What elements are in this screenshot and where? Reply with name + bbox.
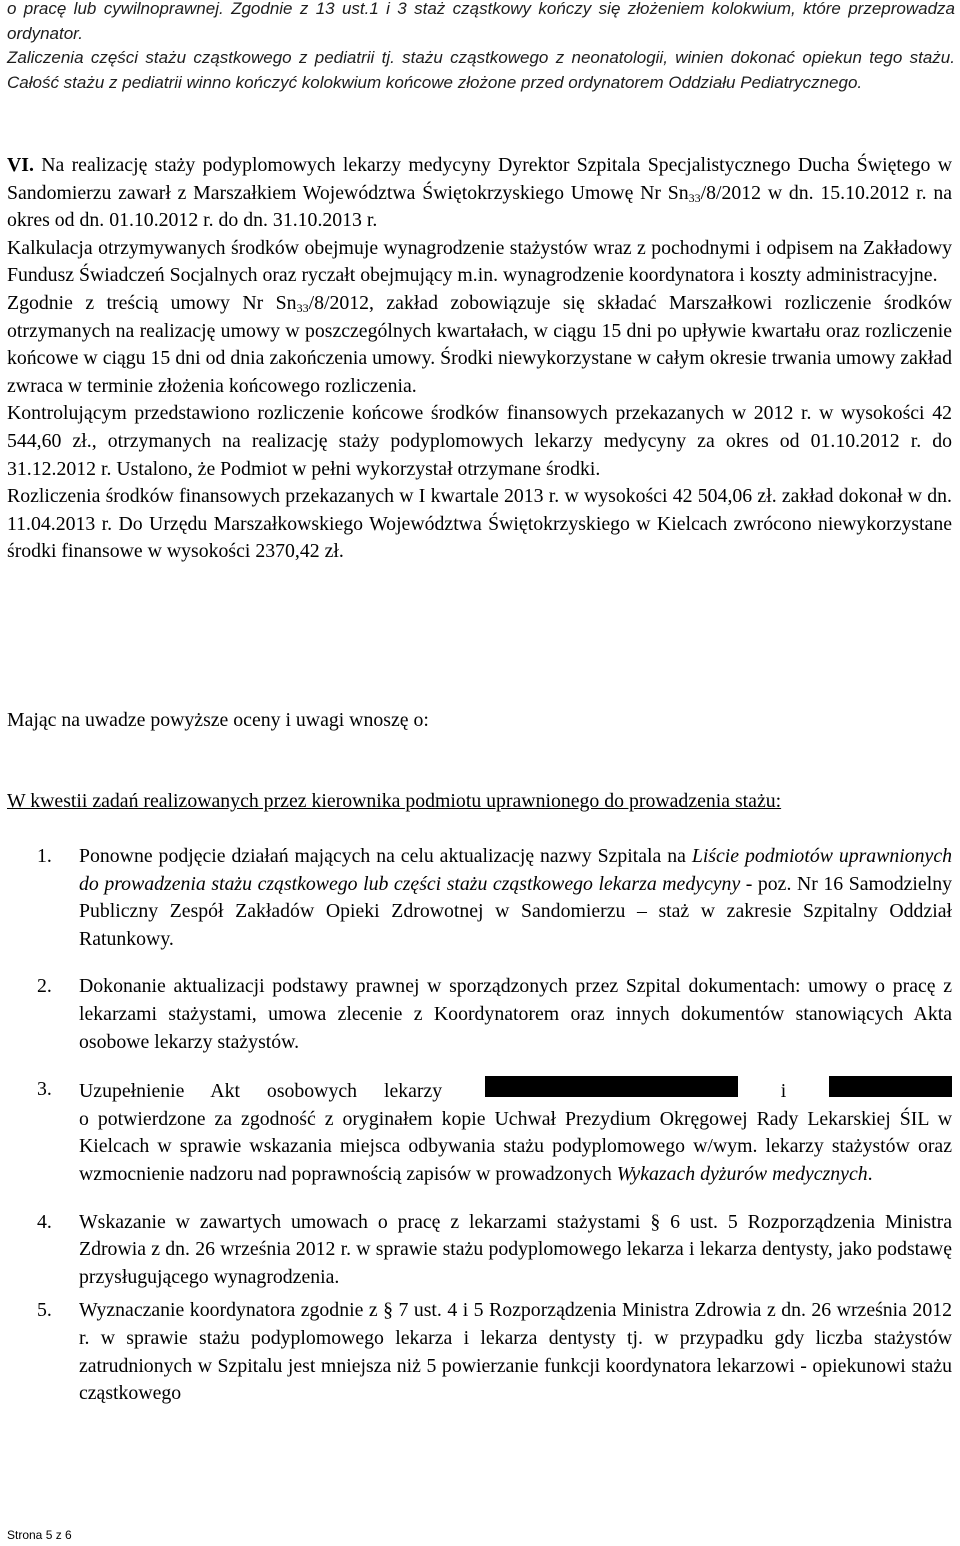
list-item: 1. Ponowne podjęcie działań mających na celu aktualizację nazwy Szpitala na Liście podmiotów uprawnionych do prowadzenia stażu cząstkowego lub części stażu cząstkowego lekarza medycyny - poz. Nr 16 Samodzielny Publiczny Zespół Zakładów Opieki Zdrowotnej w Sandomierzu – staż w zakresie Szpitalny Oddział Ratunkowy. (37, 845, 953, 950)
list-item: 3. Uzupełnienie Akt osobowych lekarzy i o potwierdzone za zgodność z oryginałem kopie Uchwał Prezydium Okręgowej Rady Lekarskiej ŚIL w Kielcach w sprawie wskazania miejsca odbywania stażu podyplomowego w/wym. lekarzy stażystów oraz wzmocnienie nadzoru nad poprawnością zapisów w prowadzonych Wykazach dyżurów medycznych. (37, 1078, 952, 1185)
summary-line: Mając na uwadze powyższe oceny i uwagi wnoszę o: (7, 709, 429, 731)
section-vi-paragraph-2: Kalkulacja otrzymywanych środków obejmuje wynagrodzenie stażystów wraz z pochodnymi i odpisem na Zakładowy Fundusz Świadczeń Socjalnych oraz ryczałt obejmujący m.in. wynagrodzenie koordynatora i koszty administracyjne. (7, 236, 952, 287)
intro-paragraph-1: o pracę lub cywilnoprawnej. Zgodnie z 13 ust.1 i 3 staż cząstkowy kończy się złożeniem kolokwium, które przeprowadza ordynator. (7, 0, 955, 43)
list-item: 2. Dokonanie aktualizacji podstawy prawnej w sporządzonych przez Szpital dokumentach: umowy o pracę z lekarzami stażystami, umowa zlecenie z Koordynatorem oraz innych dokumentów stanowiących Akta osobowe lekarzy stażystów. (37, 975, 952, 1053)
section-heading: W kwestii zadań realizowanych przez kierownika podmiotu uprawnionego do prowadzenia stażu: (7, 790, 782, 812)
section-vi-paragraph-1: VI. Na realizację staży podyplomowych lekarzy medycyny Dyrektor Szpitala Specjalistycznego Ducha Świętego w Sandomierzu zawarł z Marszałkiem Województwa Świętokrzyskiego Umowę Nr $Sn_{33}/8/2012$ w dn. 15.10.2012 r. na okres od dn. 01.10.2012 r. do dn. 31.10.2013 r. (7, 154, 952, 232)
section-vi-paragraph-5: Rozliczenia środków finansowych przekazanych w I kwartale 2013 r. w wysokości 42 504,06 zł. zakład dokonał w dn. 11.04.2013 r. Do Urzędu Marszałkowskiego Województwa Świętokrzyskiego w Kielcach zwrócono niewykorzystane środki finansowe w wysokości 2370,42 zł. (7, 485, 952, 563)
section-vi-paragraph-3: Zgodnie z treścią umowy Nr $Sn_{33}/8/2012$, zakład zobowiązuje się składać Marszałkowi rozliczenie środków otrzymanych na realizację umowy w poszczególnych kwartałach, w ciągu 15 dni po upływie kwartału oraz rozliczenie końcowe w ciągu 15 dni od dnia zakończenia umowy. Środki niewykorzystane w całym okresie trwania umowy zakład zwraca w terminie złożenia końcowego rozliczenia. (7, 291, 952, 397)
page-number: Strona 5 z 6 (7, 1528, 72, 1542)
recommendations-list (37, 843, 952, 1408)
list-item-first-line: Uzupełnienie Akt osobowych lekarzy i (79, 1076, 952, 1106)
redaction-bar (829, 1076, 952, 1097)
list-item: 5. Wyznaczanie koordynatora zgodnie z § 7 ust. 4 i 5 Rozporządzenia Ministra Zdrowia z dn. 26 września 2012 r. w sprawie stażu podyplomowego lekarza i lekarza dentysty tj. w przypadku gdy liczba stażystów zatrudnionych w Szpitalu jest mniejsza niż 5 powierzanie funkcji koordynatora lekarzowi - opiekunowi stażu cząstkowego (37, 1299, 952, 1405)
intro-paragraph-2: Zaliczenia części stażu cząstkowego z pediatrii tj. stażu cząstkowego z neonatologii, winien dokonać opiekun tego stażu. Całość stażu z pediatrii winno kończyć kolokwium końcowe złożone przed ordynatorem Oddziału Pediatrycznego. (7, 48, 955, 92)
redaction-bar (485, 1076, 738, 1097)
section-vi (7, 152, 952, 566)
list-item: 4. Wskazanie w zawartych umowach o pracę z lekarzami stażystami § 6 ust. 5 Rozporządzenia Ministra Zdrowia z dn. 26 września 2012 r. w sprawie stażu podyplomowego lekarza i lekarza dentysty, jako podstawę przysługującego wynagrodzenia. (37, 1210, 952, 1288)
section-label: VI. (7, 154, 34, 176)
section-vi-paragraph-4: Kontrolującym przedstawiono rozliczenie końcowe środków finansowych przekazanych w 2012 r. w wysokości 42 544,60 zł., otrzymanych na realizację staży podyplomowych lekarzy medycyny za okres od 01.10.2012 r. do 31.12.2012 r. Ustalono, że Podmiot w pełni wykorzystał otrzymane środki. (7, 402, 952, 480)
